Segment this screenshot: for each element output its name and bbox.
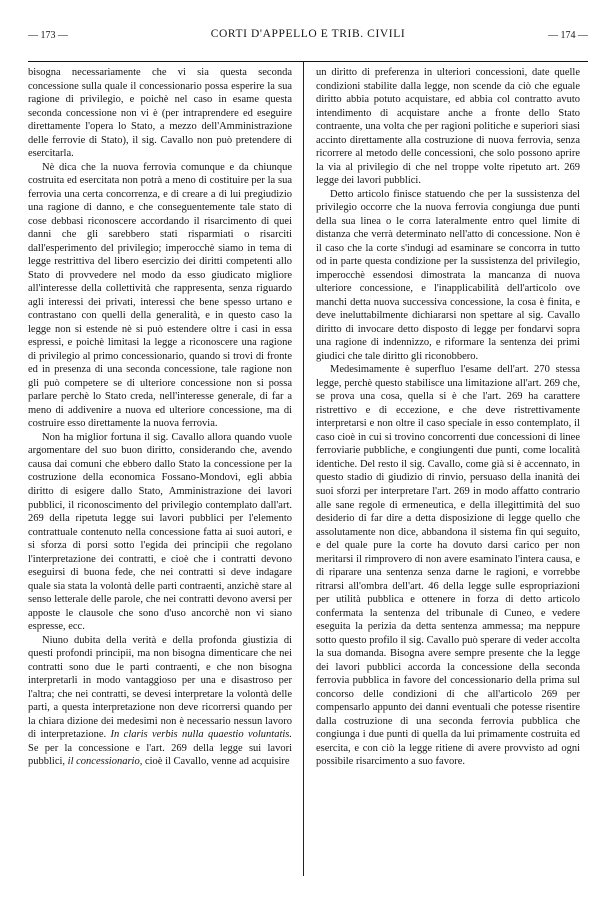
page-number-left: — 173 —	[28, 30, 68, 41]
header-rule	[28, 61, 588, 62]
left-column	[28, 66, 292, 878]
paragraph: Medesimamente è superfluo l'esame dell'art. 270 stessa legge, perchè questo stabilisce una limitazione all'art. 269 che, se prova una cosa, quella si è che l'art. 269 ha carattere ristrettivo e di eccezione, e che deve ristrettivamente interpretarsi e non oltre il caso speciale in esso contemplato, il caso cioè in cui si trovino concorrenti due concessioni di linee ferroviarie pubbliche, e congiungenti due punti, come località identiche. Del resto il sig. Cavallo, come già si è accennato, in questo stadio di giudizio di rinvio, persuaso della inanità dei suoi sforzi per interpretare l'art. 269 in modo affatto contrario alle sane regole di ermeneutica, e della illegittimità del suo desiderio di far dire a detta disposizione di legge quello che assolutamente non dice, abbandona il sistema fin qui seguito, e del quale pure la corte ha dovuto darsi carico per non meritarsi il rimprovero di non avere esaminato l'intera causa, e di riparare una sentenza senza darne le ragioni, e vorrebbe ritrarsi all'ombra dell'art. 46 della legge sulle espropriazioni per utilità pubblica e ottenere in forza di detto articolo confermata la sentenza del tribunale di Cuneo, e vedere eseguita la perizia da detta sentenza ammessa; ma neppure sotto questo profilo il sig. Cavallo può sperare di veder accolta la sua domanda. Bisogna avere sempre presente che la legge dei lavori pubblici accorda la concessione della seconda ferrovia pubblica in favore del concessionario della prima sul concorso delle condizioni di che all'articolo 269 per compensarlo appunto dei danni eventuali che potesse risentire dalla costruzione di una seconda ferrovia pubblica che congiunga i due punti di quella da lui primamente costruita ed esercita, e con ciò la legge ritiene di avere provvisto ad ogni possibile risarcimento a suo favore.	[316, 364, 580, 768]
page-header	[28, 28, 588, 48]
latin-maxim: In claris verbis nulla quaestio voluntatis.	[110, 729, 292, 741]
paragraph: Nè dica che la nuova ferrovia comunque e da chiunque costruita ed esercitata non potrà a meno di costituire per la sua ferrovia una certa concorrenza, e di creare a di lui pregiudizio una ragione di danno, e che conseguentemente tale stato di cose debbasi riconoscere accordando il risarcimento di quei danni che gli sarebbero stati risparmiati o risarciti dall'esperimento del privilegio; imperocchè siamo in tema di legge restrittiva del libero esercizio dei diritti competenti allo Stato di provvedere nel modo da esso giudicato migliore all'interesse della collettività che rappresenta, senza riguardo agli interessi dei privati, interessi che bene spesso urtano e contrastano con quelli della generalità, e in questo caso la legge non si estende nè si può estendere oltre i casi in essa espressi, e poichè limitasi la legge a riconoscere una ragione di privilegio al primo concessionario, quando si trovi di fronte ed in presenza di una seconda concessione, tale ragione non gli può competere se di ulteriore concessione non si possa parlare perchè lo Stato creda, nell'interesse generale, di far a meno di addivenire a nuova ed ulteriore concessione, ma di costruire esso direttamente la nuova ferrovia.	[28, 161, 292, 430]
paragraph-text: Se per la concessione e l'art. 269 della legge sui lavori pubblici,	[28, 742, 292, 768]
paragraph-text: cioè il Cavallo, venne ad acquisire	[144, 756, 290, 768]
page-number-right: — 174 —	[548, 30, 588, 41]
italic-term: il concessionario,	[67, 756, 143, 768]
column-divider	[303, 62, 304, 876]
paragraph: Non ha miglior fortuna il sig. Cavallo allora quando vuole argomentare del suo buon diritto, considerando che, avendo causa dai comuni che ebbero dallo Stato la concessione per la costruzione della economica Fossano-Mondovì, egli abbia diritto di esigere dallo Stato, Amministrazione dei lavori pubblici, il riconoscimento del privilegio contemplato dall'art. 269 della ripetuta legge sui lavori pubblici per l'elemento contrattuale contenuto nella concessione fatta ai suoi autori, e si sforza di porsi sotto l'egida dei principii che regolano l'interpretazione dei contratti, e cioè che i contratti devono eseguirsi di buona fede, che nei contratti si deve indagare quale sia stata la volontà delle parti contraenti, anzichè stare al senso letterale delle parole, che nei contratti devono aversi per apposte le clausole che sono d'uso ancorchè non vi siano espresse, ecc.	[28, 431, 292, 633]
running-title: CORTI D'APPELLO E TRIB. CIVILI	[210, 28, 406, 40]
paragraph	[28, 634, 292, 769]
paragraph: un diritto di preferenza in ulteriori concessioni, date quelle condizioni stabilite dalla legge, non scende da ciò che eguale diritto abbia potuto acquistare, ed abbia col contratto avuto intendimento di acquistare anche a fronte dello Stato contraente, una volta che per ragioni politiche e superiori siasi accinto direttamente alla costruzione di nuova ferrovia, senza ricorrere al metodo delle concessioni, che solo possono aprire la via al privilegio di che nel troppe volte ripetuto art. 269 legge dei lavori pubblici.	[316, 67, 580, 187]
paragraph-text: Niuno dubita della verità e della profonda giustizia di questi profondi principii, ma non bisogna dimenticare che nei contratti sono due le parti contraenti, e che non bisogna interpretarli in modo vantaggioso per una e disastroso per l'altra; che nei contratti, se devesi interpretare la volontà delle parti, a questa interpretazione non deve ricorrersi quando per la chiara dizione dei medesimi non è necessario nessun lavoro di interpretazione.	[28, 634, 292, 741]
paragraph: Detto articolo finisce statuendo che per la sussistenza del privilegio occorre che la nuova ferrovia congiunga due punti della sua linea o le corra lateralmente entro quel limite di distanza che verrà determinato nell'atto di concessione. Non è il caso che la corte s'indugi ad esaminare se concorra in tutto od in parte questa condizione per la sussistenza del privilegio, imperocchè essendosi dimostrata la mancanza di nuova ulteriore concessione, e l'inapplicabilità dell'articolo ove manchi detta nuova successiva concessione, la cosa è finita, e deve ineluttabilmente dichiararsi non spettare al sig. Cavallo diritto di invocare detto disposto di legge per fondarvi sopra una ragione di indennizzo, e riformare la sentenza dei primi giudici che tale diritto gli riconobbero.	[316, 188, 580, 362]
right-column	[316, 66, 580, 878]
paragraph: bisogna necessariamente che vi sia questa seconda concessione sulla quale il concessionario possa esperire la sua ragione di privilegio, e poichè nel caso in esame questa seconda concessione non vi è (per intraprendere ed eseguire direttamente l'opera lo Stato, a mezzo dell'Amministrazione delle ferrovie di Stato), il sig. Cavallo non può pretendere di esercitarla.	[28, 67, 292, 160]
